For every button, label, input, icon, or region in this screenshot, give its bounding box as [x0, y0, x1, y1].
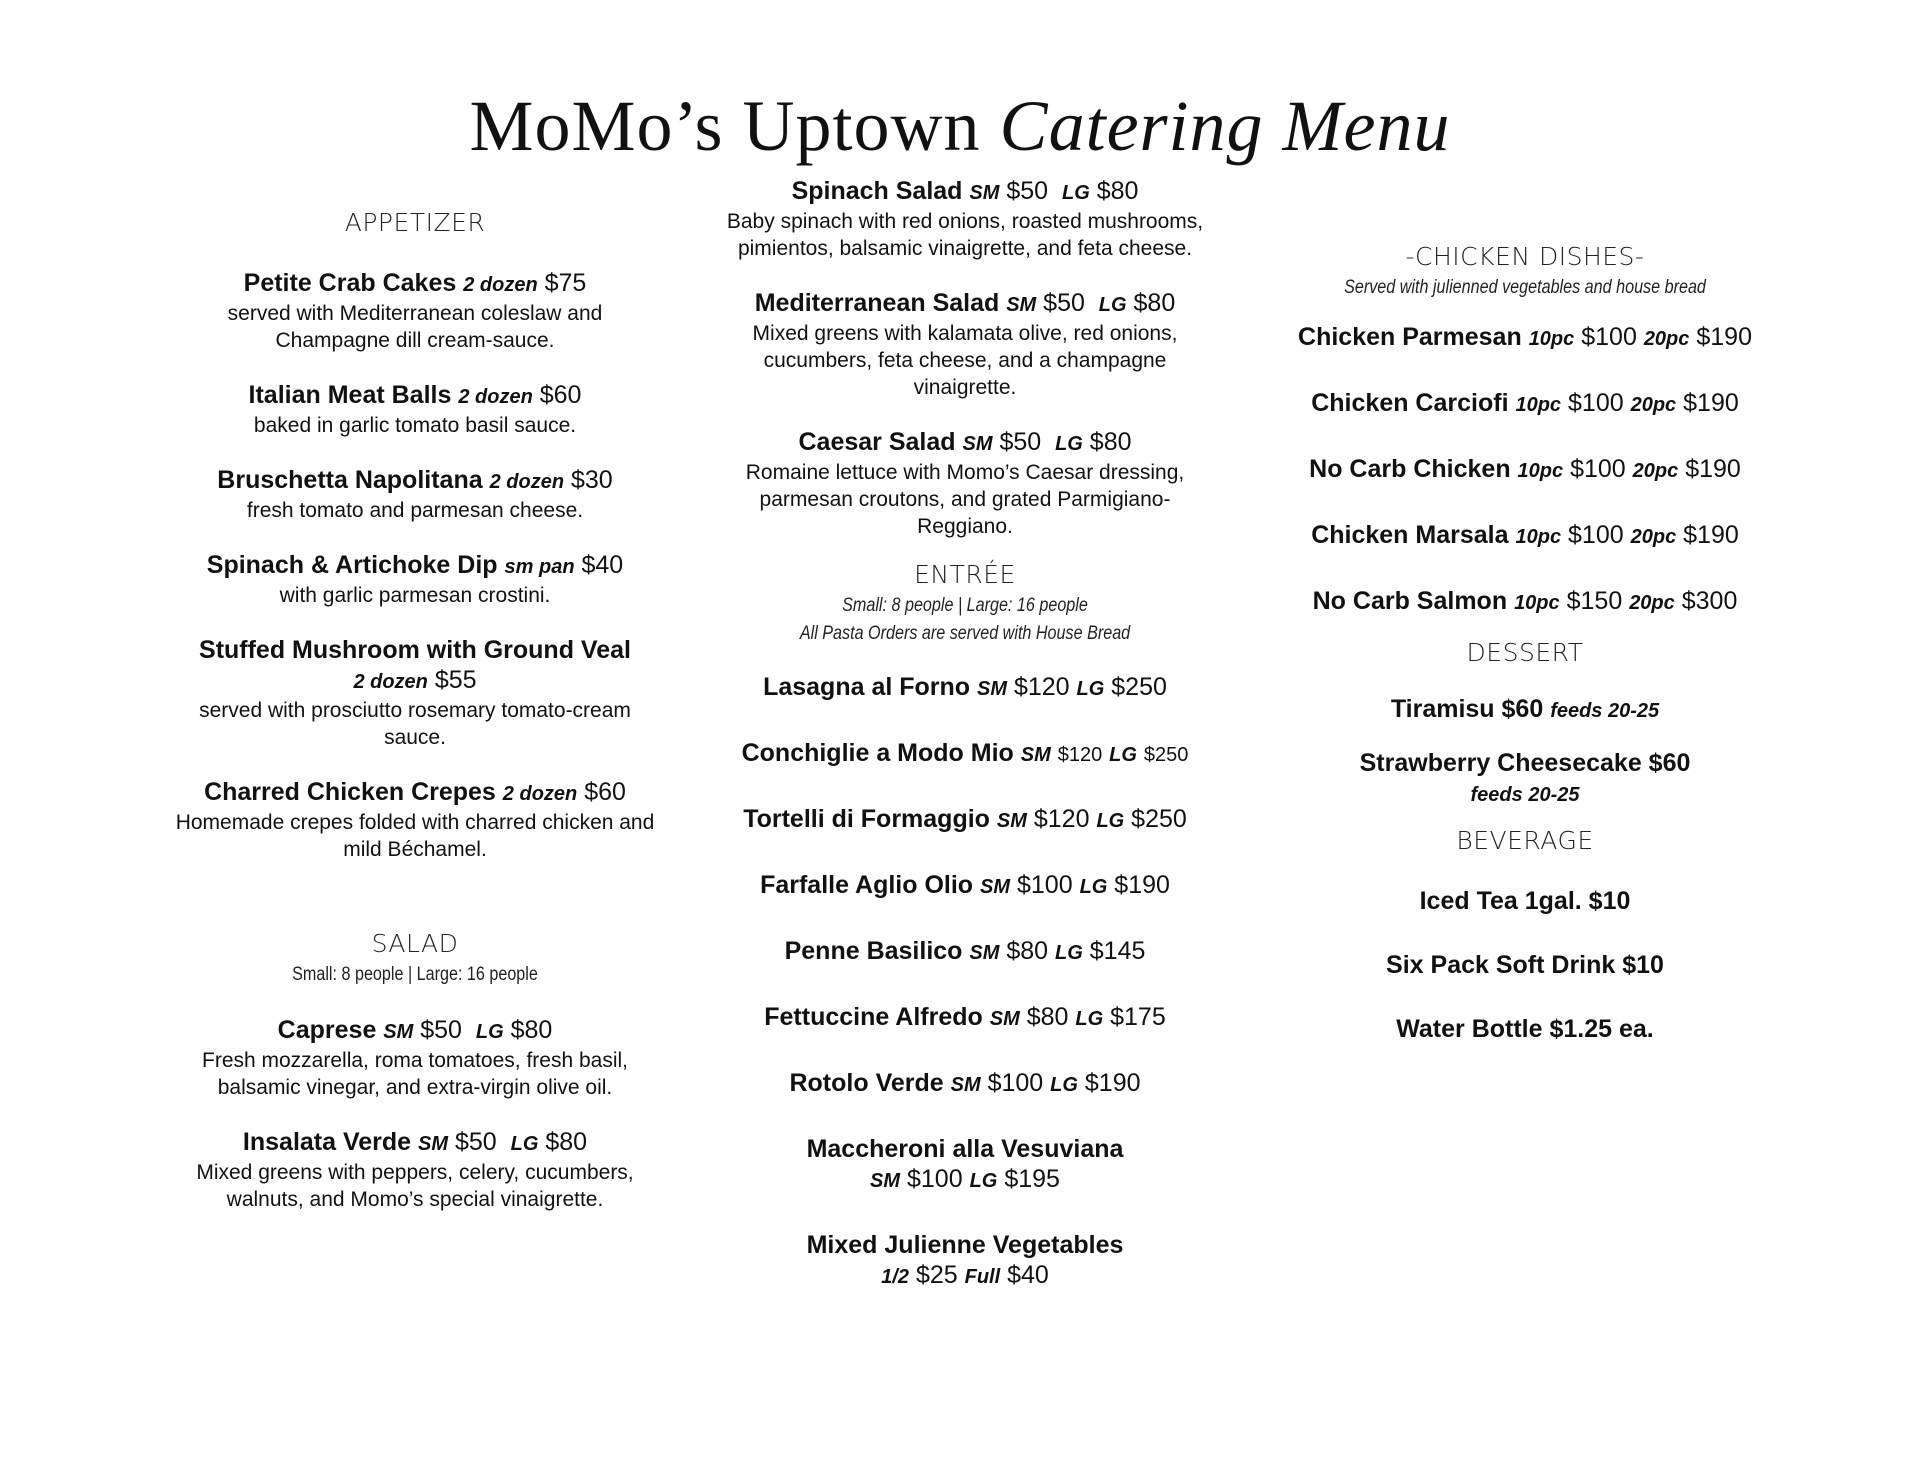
entree-heading: ENTRÉE: [914, 560, 1016, 589]
item-name: Water Bottle $1.25 ea.: [1396, 1015, 1654, 1043]
lg-price: $80: [1133, 289, 1176, 317]
sm-label: SM: [950, 1074, 981, 1096]
sm-price: $100: [987, 1069, 1044, 1097]
chicken-item: [1260, 454, 1790, 486]
chicken-subheading: Served with julienned vegetables and house bread: [1344, 277, 1706, 298]
dessert-item: [1260, 748, 1790, 810]
item-name: Insalata Verde: [242, 1128, 412, 1156]
dessert-heading: DESSERT: [1466, 638, 1584, 667]
dessert-item: [1260, 694, 1790, 726]
lg-price: $80: [545, 1128, 588, 1156]
item-name: Strawberry Cheesecake $60: [1359, 749, 1691, 777]
lg-label: LG: [1109, 744, 1137, 766]
lg-price: $250: [1143, 744, 1189, 766]
beverage-heading: BEVERAGE: [1456, 826, 1594, 855]
item-price: $60: [539, 381, 582, 409]
item-price: $55: [434, 666, 477, 694]
lg-label: LG: [1096, 810, 1125, 832]
item-name: Spinach & Artichoke Dip: [206, 551, 498, 579]
middle-column: [720, 176, 1210, 1326]
item-size: 2 dozen: [458, 386, 533, 408]
entree-subheading-bread: All Pasta Orders are served with House Bread: [799, 623, 1131, 644]
small-count-label: 10pc: [1517, 460, 1564, 482]
lg-label: LG: [969, 1170, 998, 1192]
entree-item: [720, 936, 1210, 968]
sm-label: SM: [383, 1021, 414, 1043]
item-desc: with garlic parmesan crostini.: [279, 584, 551, 607]
large-count-price: $190: [1696, 323, 1752, 351]
chicken-item: [1260, 388, 1790, 420]
lg-label: LG: [1055, 942, 1083, 964]
entree-subheading-sizes: Small: 8 people | Large: 16 people: [842, 595, 1088, 616]
sm-price: $100: [1016, 871, 1073, 899]
salad-item: [170, 1015, 660, 1101]
item-name: Mixed Julienne Vegetables: [806, 1231, 1124, 1259]
item-desc: baked in garlic tomato basil sauce.: [253, 414, 577, 437]
salad-item: [170, 1127, 660, 1213]
entree-item: [720, 1068, 1210, 1100]
lg-price: $250: [1131, 805, 1187, 833]
lg-price: $80: [510, 1016, 553, 1044]
large-count-price: $190: [1683, 389, 1739, 417]
item-name: Iced Tea 1gal. $10: [1419, 887, 1631, 915]
item-name: Caesar Salad: [798, 428, 956, 456]
item-name: Tiramisu $60: [1390, 695, 1544, 723]
small-count-label: 10pc: [1515, 394, 1562, 416]
item-desc: Mixed greens with peppers, celery, cucumbers, walnuts, and Momo’s special vinaigrette.: [196, 1161, 634, 1211]
lg-price: $80: [1089, 428, 1132, 456]
large-count-price: $300: [1681, 587, 1738, 615]
item-name: Rotolo Verde: [789, 1069, 944, 1097]
salad-heading: SALAD: [371, 929, 459, 958]
sm-label: SM: [996, 810, 1027, 832]
lg-price: $190: [1114, 871, 1170, 899]
sm-label: SM: [969, 942, 1000, 964]
item-name: Italian Meat Balls: [248, 381, 452, 409]
sm-price: $80: [1026, 1003, 1069, 1031]
full-price: $40: [1007, 1261, 1049, 1289]
appetizer-item: [170, 465, 660, 524]
appetizer-item: [170, 635, 660, 751]
salad-item: [720, 176, 1210, 262]
lg-label: LG: [1055, 433, 1083, 455]
lg-label: LG: [1098, 294, 1127, 316]
item-size: 2 dozen: [502, 783, 578, 805]
large-count-label: 20pc: [1629, 592, 1675, 614]
lg-label: LG: [1061, 182, 1090, 204]
item-name: Chicken Carciofi: [1311, 389, 1509, 417]
small-count-price: $150: [1566, 587, 1623, 615]
sm-label: SM: [418, 1133, 449, 1155]
item-desc: Baby spinach with red onions, roasted mushrooms, pimientos, balsamic vinaigrette, and feta cheese.: [726, 210, 1204, 260]
item-price: $60: [584, 778, 626, 806]
small-count-price: $100: [1568, 521, 1624, 549]
item-name: Six Pack Soft Drink $10: [1386, 951, 1664, 979]
chicken-item: [1260, 322, 1790, 354]
large-count-label: 20pc: [1630, 394, 1677, 416]
beverage-item: [1260, 1014, 1790, 1044]
lg-price: $175: [1110, 1003, 1166, 1031]
small-count-label: 10pc: [1514, 592, 1560, 614]
lg-price: $190: [1084, 1069, 1141, 1097]
lg-price: $195: [1004, 1165, 1060, 1193]
chicken-item: [1260, 586, 1790, 618]
small-count-price: $100: [1570, 455, 1626, 483]
sm-label: SM: [977, 678, 1008, 700]
item-name: Conchiglie a Modo Mio: [741, 739, 1014, 767]
item-desc: served with prosciutto rosemary tomato-cream sauce.: [199, 699, 631, 749]
appetizer-item: [170, 380, 660, 439]
menu-title: [0, 86, 1920, 166]
full-label: Full: [964, 1266, 1001, 1288]
sm-label: SM: [980, 876, 1011, 898]
entree-item: [720, 870, 1210, 902]
serving-note: feeds 20-25: [1550, 700, 1660, 722]
item-name: Mediterranean Salad: [754, 289, 1000, 317]
sm-price: $50: [1043, 289, 1085, 317]
entree-item: [720, 1230, 1210, 1292]
serving-note: feeds 20-25: [1470, 784, 1580, 806]
large-count-price: $190: [1685, 455, 1741, 483]
large-count-label: 20pc: [1632, 460, 1679, 482]
item-name: Bruschetta Napolitana: [217, 466, 483, 494]
entree-item: [720, 804, 1210, 836]
appetizer-item: [170, 550, 660, 609]
lg-price: $80: [1096, 177, 1139, 205]
item-desc: Fresh mozzarella, roma tomatoes, fresh basil, balsamic vinegar, and extra-virgin olive oil.: [202, 1049, 628, 1099]
item-name: Charred Chicken Crepes: [204, 778, 496, 806]
item-name: No Carb Chicken: [1309, 455, 1511, 483]
item-desc: served with Mediterranean coleslaw and Champagne dill cream-sauce.: [227, 302, 603, 352]
item-size: 2 dozen: [489, 471, 565, 493]
sm-price: $120: [1057, 744, 1103, 766]
item-price: $75: [544, 269, 587, 297]
small-count-label: 10pc: [1528, 328, 1575, 350]
item-name: Maccheroni alla Vesuviana: [806, 1135, 1124, 1163]
appetizer-item: [170, 268, 660, 354]
sm-label: SM: [962, 433, 993, 455]
sm-label: SM: [989, 1008, 1020, 1030]
item-size: sm pan: [504, 556, 575, 578]
item-name: No Carb Salmon: [1312, 587, 1508, 615]
item-price: $40: [581, 551, 624, 579]
item-desc: fresh tomato and parmesan cheese.: [246, 499, 584, 522]
appetizer-heading: APPETIZER: [344, 208, 486, 237]
sm-price: $120: [1033, 805, 1090, 833]
sm-label: SM: [1006, 294, 1037, 316]
entree-item: [720, 738, 1210, 770]
entree-item: [720, 672, 1210, 704]
menu-title-main: MoMo’s Uptown: [469, 86, 981, 166]
lg-label: LG: [1075, 1008, 1104, 1030]
small-count-price: $100: [1581, 323, 1637, 351]
large-count-label: 20pc: [1630, 526, 1677, 548]
item-desc: Homemade crepes folded with charred chicken and mild Béchamel.: [175, 811, 655, 861]
sm-price: $50: [454, 1128, 497, 1156]
large-count-price: $190: [1683, 521, 1739, 549]
item-name: Penne Basilico: [784, 937, 963, 965]
item-name: Spinach Salad: [791, 177, 963, 205]
sm-price: $50: [420, 1016, 462, 1044]
right-column: [1260, 240, 1790, 1078]
item-desc: Romaine lettuce with Momo’s Caesar dressing, parmesan croutons, and grated Parmigiano-Reggiano.: [745, 461, 1185, 538]
item-name: Chicken Marsala: [1311, 521, 1509, 549]
chicken-item: [1260, 520, 1790, 552]
item-name: Chicken Parmesan: [1298, 323, 1522, 351]
item-size: 2 dozen: [353, 671, 428, 693]
sm-label: SM: [969, 182, 1000, 204]
small-count-label: 10pc: [1515, 526, 1562, 548]
sm-price: $80: [1006, 937, 1049, 965]
item-name: Caprese: [277, 1016, 377, 1044]
sm-price: $120: [1013, 673, 1070, 701]
lg-label: LG: [1076, 678, 1105, 700]
lg-label: LG: [1050, 1074, 1078, 1096]
item-name: Lasagna al Forno: [763, 673, 971, 701]
lg-label: LG: [475, 1021, 504, 1043]
item-name: Tortelli di Formaggio: [743, 805, 990, 833]
beverage-item: [1260, 886, 1790, 916]
appetizer-item: [170, 777, 660, 863]
entree-item: [720, 1002, 1210, 1034]
sm-price: $50: [1006, 177, 1049, 205]
sm-label: SM: [870, 1170, 901, 1192]
entree-item: [720, 1134, 1210, 1196]
half-label: 1/2: [881, 1266, 909, 1288]
lg-label: LG: [510, 1133, 539, 1155]
menu-title-italic: Catering Menu: [999, 86, 1451, 166]
half-price: $25: [915, 1261, 958, 1289]
salad-subheading: Small: 8 people | Large: 16 people: [292, 964, 538, 985]
left-column: [170, 206, 660, 1239]
item-size: 2 dozen: [463, 274, 538, 296]
item-name: Farfalle Aglio Olio: [760, 871, 974, 899]
salad-item: [720, 288, 1210, 401]
item-name: Petite Crab Cakes: [243, 269, 457, 297]
large-count-label: 20pc: [1643, 328, 1690, 350]
lg-price: $145: [1089, 937, 1146, 965]
item-name: Fettuccine Alfredo: [764, 1003, 983, 1031]
small-count-price: $100: [1568, 389, 1624, 417]
lg-label: LG: [1079, 876, 1108, 898]
lg-price: $250: [1111, 673, 1167, 701]
beverage-item: [1260, 950, 1790, 980]
sm-label: SM: [1020, 744, 1051, 766]
item-name: Stuffed Mushroom with Ground Veal: [199, 636, 631, 664]
chicken-heading: -CHICKEN DISHES-: [1405, 242, 1645, 271]
sm-price: $100: [907, 1165, 963, 1193]
sm-price: $50: [999, 428, 1042, 456]
salad-item: [720, 427, 1210, 540]
item-desc: Mixed greens with kalamata olive, red onions, cucumbers, feta cheese, and a champagne vinaigrette.: [752, 322, 1178, 399]
item-price: $30: [570, 466, 613, 494]
